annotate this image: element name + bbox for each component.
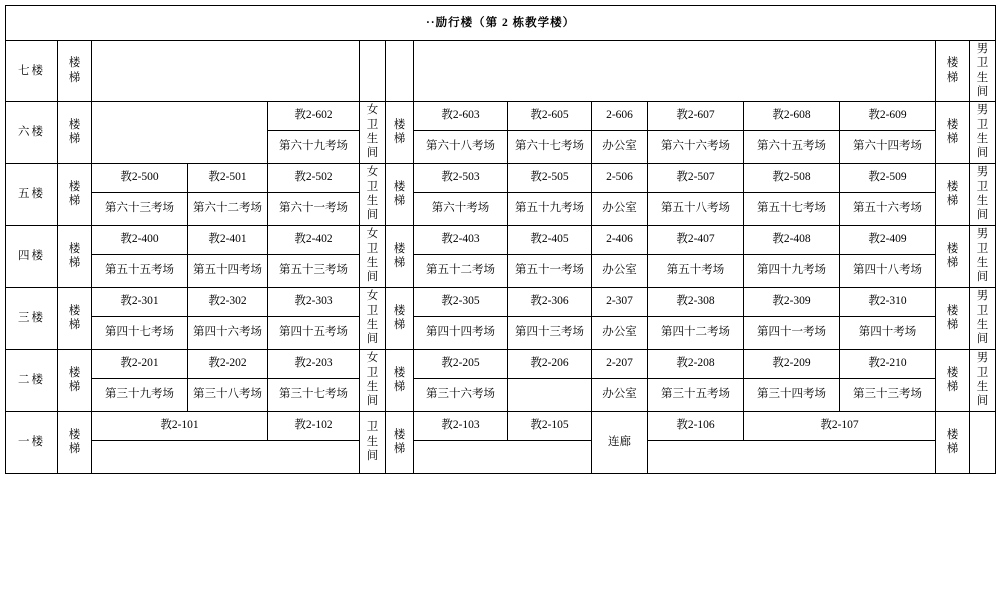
floor-plan-sheet bbox=[0, 5, 1000, 600]
room-no-6-603: 教2-603 bbox=[414, 101, 508, 130]
room-no-2-201: 教2-201 bbox=[92, 349, 188, 378]
floor-label-2: 二楼 bbox=[6, 349, 58, 411]
wc-1: 卫 生 间 bbox=[360, 411, 386, 473]
room-no-2-206: 教2-206 bbox=[508, 349, 592, 378]
exam-3-308: 第四十二考场 bbox=[648, 316, 744, 349]
office-5-506: 办公室 bbox=[592, 192, 648, 225]
male-wc-6: 男 卫 生 间 bbox=[970, 101, 996, 163]
female-wc-4: 女 卫 生 间 bbox=[360, 225, 386, 287]
room-no-2-205: 教2-205 bbox=[414, 349, 508, 378]
exam-2-203: 第三十七考场 bbox=[268, 378, 360, 411]
room-no-3-307: 2-307 bbox=[592, 287, 648, 316]
exam-5-505: 第五十九考场 bbox=[508, 192, 592, 225]
room-no-4-406: 2-406 bbox=[592, 225, 648, 254]
room-no-2-208: 教2-208 bbox=[648, 349, 744, 378]
room-no-5-509: 教2-509 bbox=[840, 163, 936, 192]
room-no-3-309: 教2-309 bbox=[744, 287, 840, 316]
room-no-4-403: 教2-403 bbox=[414, 225, 508, 254]
floor-row-2-rooms bbox=[6, 349, 996, 378]
exam-4-405: 第五十一考场 bbox=[508, 254, 592, 287]
stairs-mid-3: 楼 梯 bbox=[386, 287, 414, 349]
stairs-mid-1: 楼 梯 bbox=[386, 411, 414, 473]
stairs-left-4: 楼 梯 bbox=[58, 225, 92, 287]
stairs-right-3: 楼 梯 bbox=[936, 287, 970, 349]
floor-row-2-exams bbox=[6, 378, 996, 411]
exam-5-502: 第六十一考场 bbox=[268, 192, 360, 225]
stairs-mid-5: 楼 梯 bbox=[386, 163, 414, 225]
empty-area-1-left bbox=[92, 440, 360, 473]
exam-3-309: 第四十一考场 bbox=[744, 316, 840, 349]
room-no-2-209: 教2-209 bbox=[744, 349, 840, 378]
room-no-3-310: 教2-310 bbox=[840, 287, 936, 316]
room-no-2-202: 教2-202 bbox=[188, 349, 268, 378]
empty-area-1-midleft bbox=[414, 440, 592, 473]
room-no-6-606: 2-606 bbox=[592, 101, 648, 130]
exam-6-609: 第六十四考场 bbox=[840, 130, 936, 163]
floor-row-4-exams bbox=[6, 254, 996, 287]
exam-6-607: 第六十六考场 bbox=[648, 130, 744, 163]
floor-row-4-rooms bbox=[6, 225, 996, 254]
room-no-6-605: 教2-605 bbox=[508, 101, 592, 130]
female-wc-2: 女 卫 生 间 bbox=[360, 349, 386, 411]
room-no-3-305: 教2-305 bbox=[414, 287, 508, 316]
stairs-left-2: 楼 梯 bbox=[58, 349, 92, 411]
exam-2-202: 第三十八考场 bbox=[188, 378, 268, 411]
exam-3-310: 第四十考场 bbox=[840, 316, 936, 349]
room-no-1-107: 教2-107 bbox=[744, 411, 936, 440]
exam-4-408: 第四十九考场 bbox=[744, 254, 840, 287]
exam-2-210: 第三十三考场 bbox=[840, 378, 936, 411]
exam-6-603: 第六十八考场 bbox=[414, 130, 508, 163]
floor-row-3-rooms bbox=[6, 287, 996, 316]
room-no-5-500: 教2-500 bbox=[92, 163, 188, 192]
room-no-2-207: 2-207 bbox=[592, 349, 648, 378]
floor-row-1-blank bbox=[6, 440, 996, 473]
wc-right-1 bbox=[970, 411, 996, 473]
corridor-1: 连廊 bbox=[592, 411, 648, 473]
exam-3-301: 第四十七考场 bbox=[92, 316, 188, 349]
room-no-3-306: 教2-306 bbox=[508, 287, 592, 316]
exam-2-208: 第三十五考场 bbox=[648, 378, 744, 411]
exam-5-509: 第五十六考场 bbox=[840, 192, 936, 225]
office-4-406: 办公室 bbox=[592, 254, 648, 287]
exam-4-409: 第四十八考场 bbox=[840, 254, 936, 287]
room-no-4-409: 教2-409 bbox=[840, 225, 936, 254]
exam-6-605: 第六十七考场 bbox=[508, 130, 592, 163]
exam-4-407: 第五十考场 bbox=[648, 254, 744, 287]
room-no-1-102: 教2-102 bbox=[268, 411, 360, 440]
stairs-right-1: 楼 梯 bbox=[936, 411, 970, 473]
room-no-4-408: 教2-408 bbox=[744, 225, 840, 254]
floor-row-3-exams bbox=[6, 316, 996, 349]
empty-area-1-right bbox=[648, 440, 936, 473]
female-wc-3: 女 卫 生 间 bbox=[360, 287, 386, 349]
room-no-3-302: 教2-302 bbox=[188, 287, 268, 316]
exam-2-205: 第三十六考场 bbox=[414, 378, 508, 411]
exam-3-306: 第四十三考场 bbox=[508, 316, 592, 349]
room-no-1-106: 教2-106 bbox=[648, 411, 744, 440]
stairs-right-2: 楼 梯 bbox=[936, 349, 970, 411]
empty-area-6-left bbox=[92, 101, 268, 163]
room-no-1-105: 教2-105 bbox=[508, 411, 592, 440]
exam-2-201: 第三十九考场 bbox=[92, 378, 188, 411]
stairs-right-5: 楼 梯 bbox=[936, 163, 970, 225]
room-no-4-407: 教2-407 bbox=[648, 225, 744, 254]
room-no-5-506: 2-506 bbox=[592, 163, 648, 192]
exam-6-602: 第六十九考场 bbox=[268, 130, 360, 163]
exam-3-303: 第四十五考场 bbox=[268, 316, 360, 349]
floor-row-5-rooms bbox=[6, 163, 996, 192]
page-title: ··励行楼（第 2 栋教学楼） bbox=[6, 6, 996, 41]
floor-row-5-exams bbox=[6, 192, 996, 225]
male-wc-5: 男 卫 生 间 bbox=[970, 163, 996, 225]
stairs-left-7: 楼 梯 bbox=[58, 41, 92, 102]
room-no-5-507: 教2-507 bbox=[648, 163, 744, 192]
room-no-3-303: 教2-303 bbox=[268, 287, 360, 316]
stairs-left-6: 楼 梯 bbox=[58, 101, 92, 163]
floor-label-4: 四楼 bbox=[6, 225, 58, 287]
office-2-207: 办公室 bbox=[592, 378, 648, 411]
floor-row-7 bbox=[6, 41, 996, 102]
floor-row-6-rooms bbox=[6, 101, 996, 130]
floor-label-3: 三楼 bbox=[6, 287, 58, 349]
female-wc-7 bbox=[360, 41, 386, 102]
stairs-mid-2: 楼 梯 bbox=[386, 349, 414, 411]
empty-area-7-left bbox=[92, 41, 360, 102]
room-no-5-503: 教2-503 bbox=[414, 163, 508, 192]
room-no-4-405: 教2-405 bbox=[508, 225, 592, 254]
stairs-right-6: 楼 梯 bbox=[936, 101, 970, 163]
female-wc-6: 女 卫 生 间 bbox=[360, 101, 386, 163]
female-wc-5: 女 卫 生 间 bbox=[360, 163, 386, 225]
room-no-4-402: 教2-402 bbox=[268, 225, 360, 254]
stairs-left-5: 楼 梯 bbox=[58, 163, 92, 225]
stairs-mid-6: 楼 梯 bbox=[386, 101, 414, 163]
exam-4-401: 第五十四考场 bbox=[188, 254, 268, 287]
room-no-2-203: 教2-203 bbox=[268, 349, 360, 378]
stairs-mid-4: 楼 梯 bbox=[386, 225, 414, 287]
exam-5-507: 第五十八考场 bbox=[648, 192, 744, 225]
exam-6-608: 第六十五考场 bbox=[744, 130, 840, 163]
empty-area-7-right bbox=[414, 41, 936, 102]
exam-3-305: 第四十四考场 bbox=[414, 316, 508, 349]
room-no-4-401: 教2-401 bbox=[188, 225, 268, 254]
room-no-6-607: 教2-607 bbox=[648, 101, 744, 130]
room-no-2-210: 教2-210 bbox=[840, 349, 936, 378]
room-no-3-308: 教2-308 bbox=[648, 287, 744, 316]
stairs-left-3: 楼 梯 bbox=[58, 287, 92, 349]
male-wc-4: 男 卫 生 间 bbox=[970, 225, 996, 287]
room-no-5-508: 教2-508 bbox=[744, 163, 840, 192]
exam-3-302: 第四十六考场 bbox=[188, 316, 268, 349]
office-6-606: 办公室 bbox=[592, 130, 648, 163]
room-no-5-505: 教2-505 bbox=[508, 163, 592, 192]
floor-label-1: 一楼 bbox=[6, 411, 58, 473]
exam-4-403: 第五十二考场 bbox=[414, 254, 508, 287]
office-3-307: 办公室 bbox=[592, 316, 648, 349]
exam-2-209: 第三十四考场 bbox=[744, 378, 840, 411]
room-no-1-103: 教2-103 bbox=[414, 411, 508, 440]
exam-5-501: 第六十二考场 bbox=[188, 192, 268, 225]
room-no-4-400: 教2-400 bbox=[92, 225, 188, 254]
floor-label-6: 六楼 bbox=[6, 101, 58, 163]
room-no-6-602: 教2-602 bbox=[268, 101, 360, 130]
exam-5-500: 第六十三考场 bbox=[92, 192, 188, 225]
stairs-left-1: 楼 梯 bbox=[58, 411, 92, 473]
male-wc-7: 男 卫 生 间 bbox=[970, 41, 996, 102]
floor-row-1-rooms bbox=[6, 411, 996, 440]
room-no-1-101: 教2-101 bbox=[92, 411, 268, 440]
building-floor-plan-table bbox=[5, 5, 996, 474]
room-no-6-608: 教2-608 bbox=[744, 101, 840, 130]
stairs-mid-7 bbox=[386, 41, 414, 102]
exam-2-206 bbox=[508, 378, 592, 411]
room-no-5-502: 教2-502 bbox=[268, 163, 360, 192]
room-no-5-501: 教2-501 bbox=[188, 163, 268, 192]
title-row bbox=[6, 6, 996, 41]
stairs-right-4: 楼 梯 bbox=[936, 225, 970, 287]
floor-label-5: 五楼 bbox=[6, 163, 58, 225]
exam-5-508: 第五十七考场 bbox=[744, 192, 840, 225]
exam-4-400: 第五十五考场 bbox=[92, 254, 188, 287]
floor-label-7: 七楼 bbox=[6, 41, 58, 102]
male-wc-2: 男 卫 生 间 bbox=[970, 349, 996, 411]
male-wc-3: 男 卫 生 间 bbox=[970, 287, 996, 349]
room-no-3-301: 教2-301 bbox=[92, 287, 188, 316]
exam-5-503: 第六十考场 bbox=[414, 192, 508, 225]
exam-4-402: 第五十三考场 bbox=[268, 254, 360, 287]
room-no-6-609: 教2-609 bbox=[840, 101, 936, 130]
stairs-right-7: 楼 梯 bbox=[936, 41, 970, 102]
